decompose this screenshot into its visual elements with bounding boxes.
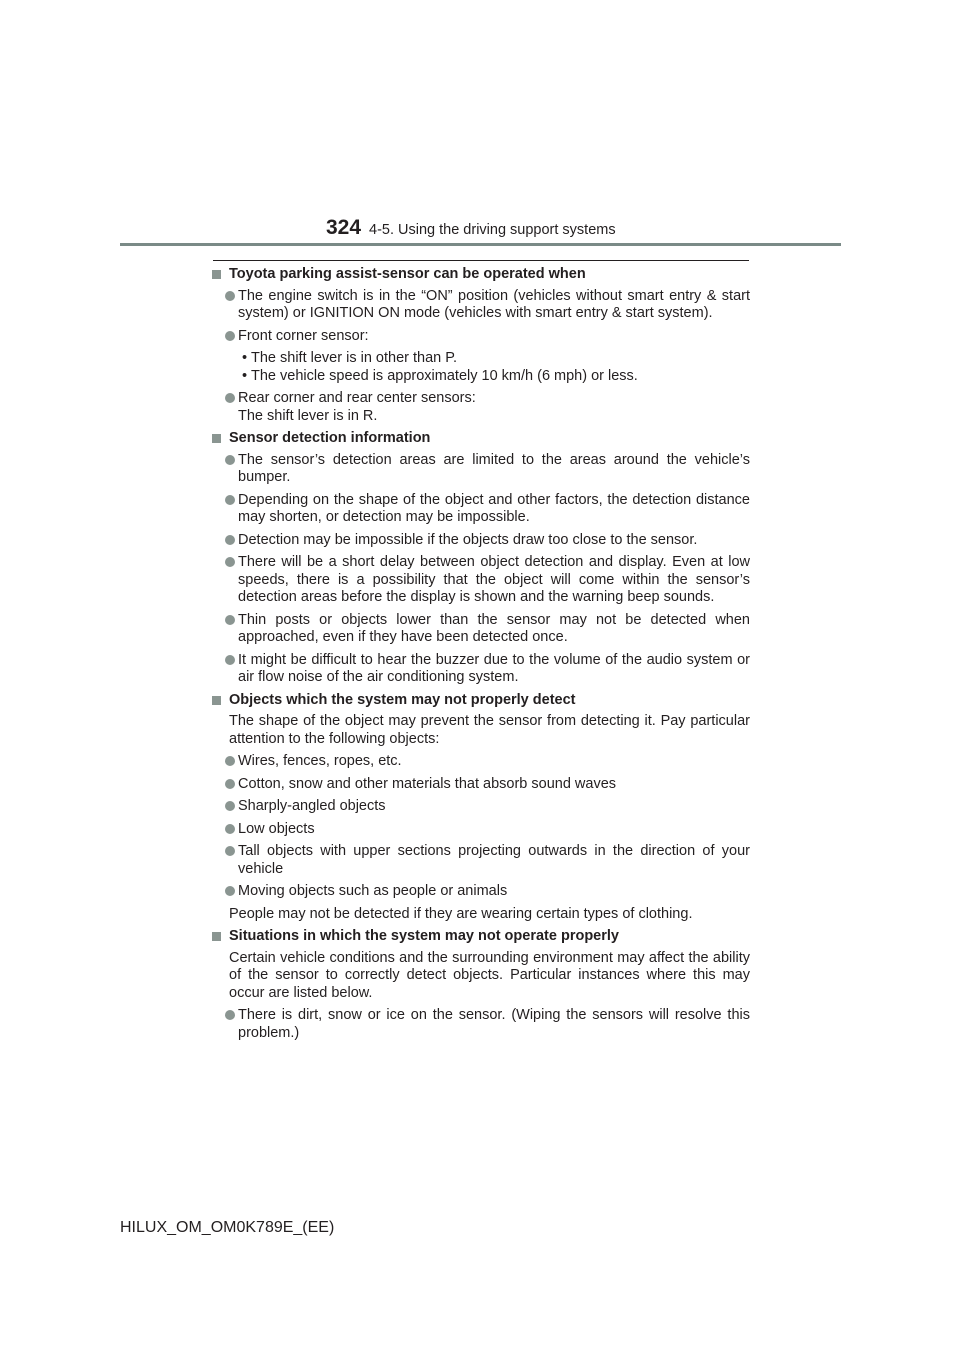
round-bullet-icon xyxy=(225,557,235,567)
sub-list-item: • The shift lever is in other than P. xyxy=(242,350,458,366)
list-item: Tall objects with upper sections projecting outwards in the direction of your vehicle xyxy=(212,843,750,878)
round-bullet-icon xyxy=(225,846,235,856)
list-item: Rear corner and rear center sensors: The shift lever is in R. xyxy=(212,390,750,425)
round-bullet-icon xyxy=(225,495,235,505)
dot-bullet-icon: • xyxy=(242,367,248,384)
round-bullet-icon xyxy=(225,615,235,625)
paragraph: The shape of the object may prevent the sensor from detecting it. Pay particular attention to the following objects: xyxy=(229,713,750,747)
list-item: Wires, fences, ropes, etc. xyxy=(212,753,750,771)
section-heading: Objects which the system may not properly detect xyxy=(212,692,750,710)
footer-doc-id: HILUX_OM_OM0K789E_(EE) xyxy=(120,1219,335,1236)
content-rule xyxy=(213,260,749,261)
sub-list-item: • The vehicle speed is approximately 10 km/h (6 mph) or less. xyxy=(242,367,638,384)
round-bullet-icon xyxy=(225,824,235,834)
section-heading: Situations in which the system may not operate properly xyxy=(212,928,750,946)
header-rule xyxy=(120,243,841,246)
page-number: 324 xyxy=(326,216,362,239)
round-bullet-icon xyxy=(225,756,235,766)
list-item: It might be difficult to hear the buzzer due to the volume of the audio system or air flow noise of the air conditioning system. xyxy=(212,652,750,687)
list-item: The engine switch is in the “ON” position (vehicles without smart entry & start system) or IGNITION ON mode (vehicles with smart entry & start system). xyxy=(212,288,750,323)
section-heading: Sensor detection information xyxy=(212,430,750,448)
round-bullet-icon xyxy=(225,535,235,545)
round-bullet-icon xyxy=(225,1010,235,1020)
list-item: Low objects xyxy=(212,821,750,839)
square-bullet-icon xyxy=(212,696,221,705)
list-item: Moving objects such as people or animals xyxy=(212,883,750,901)
round-bullet-icon xyxy=(225,779,235,789)
dot-bullet-icon: • xyxy=(242,350,248,366)
round-bullet-icon xyxy=(225,393,235,403)
square-bullet-icon xyxy=(212,270,221,279)
square-bullet-icon xyxy=(212,434,221,443)
section-heading: Toyota parking assist-sensor can be operated when xyxy=(212,266,750,284)
round-bullet-icon xyxy=(225,886,235,896)
paragraph: People may not be detected if they are wearing certain types of clothing. xyxy=(229,905,693,922)
round-bullet-icon xyxy=(225,291,235,301)
square-bullet-icon xyxy=(212,932,221,941)
content-body xyxy=(212,266,750,1047)
round-bullet-icon xyxy=(225,331,235,341)
list-item: Detection may be impossible if the objects draw too close to the sensor. xyxy=(212,532,750,550)
list-item: The sensor’s detection areas are limited to the areas around the vehicle’s bumper. xyxy=(212,452,750,487)
round-bullet-icon xyxy=(225,655,235,665)
round-bullet-icon xyxy=(225,801,235,811)
list-item: Sharply-angled objects xyxy=(212,798,750,816)
section-title: 4-5. Using the driving support systems xyxy=(369,222,616,238)
round-bullet-icon xyxy=(225,455,235,465)
list-item: Thin posts or objects lower than the sensor may not be detected when approached, even if they have been detected once. xyxy=(212,612,750,647)
list-item: Cotton, snow and other materials that absorb sound waves xyxy=(212,776,750,794)
list-item: There will be a short delay between object detection and display. Even at low speeds, there is a possibility that the object will come within the sensor’s detection areas before the display is shown and the warning beep sounds. xyxy=(212,554,750,607)
paragraph: Certain vehicle conditions and the surrounding environment may affect the ability of the sensor to correctly detect objects. Particular instances where this may occur are listed below. xyxy=(229,949,750,1001)
list-item: There is dirt, snow or ice on the sensor. (Wiping the sensors will resolve this problem.) xyxy=(212,1007,750,1042)
list-item: Front corner sensor: xyxy=(212,328,750,346)
list-item: Depending on the shape of the object and other factors, the detection distance may shorten, or detection may be impossible. xyxy=(212,492,750,527)
